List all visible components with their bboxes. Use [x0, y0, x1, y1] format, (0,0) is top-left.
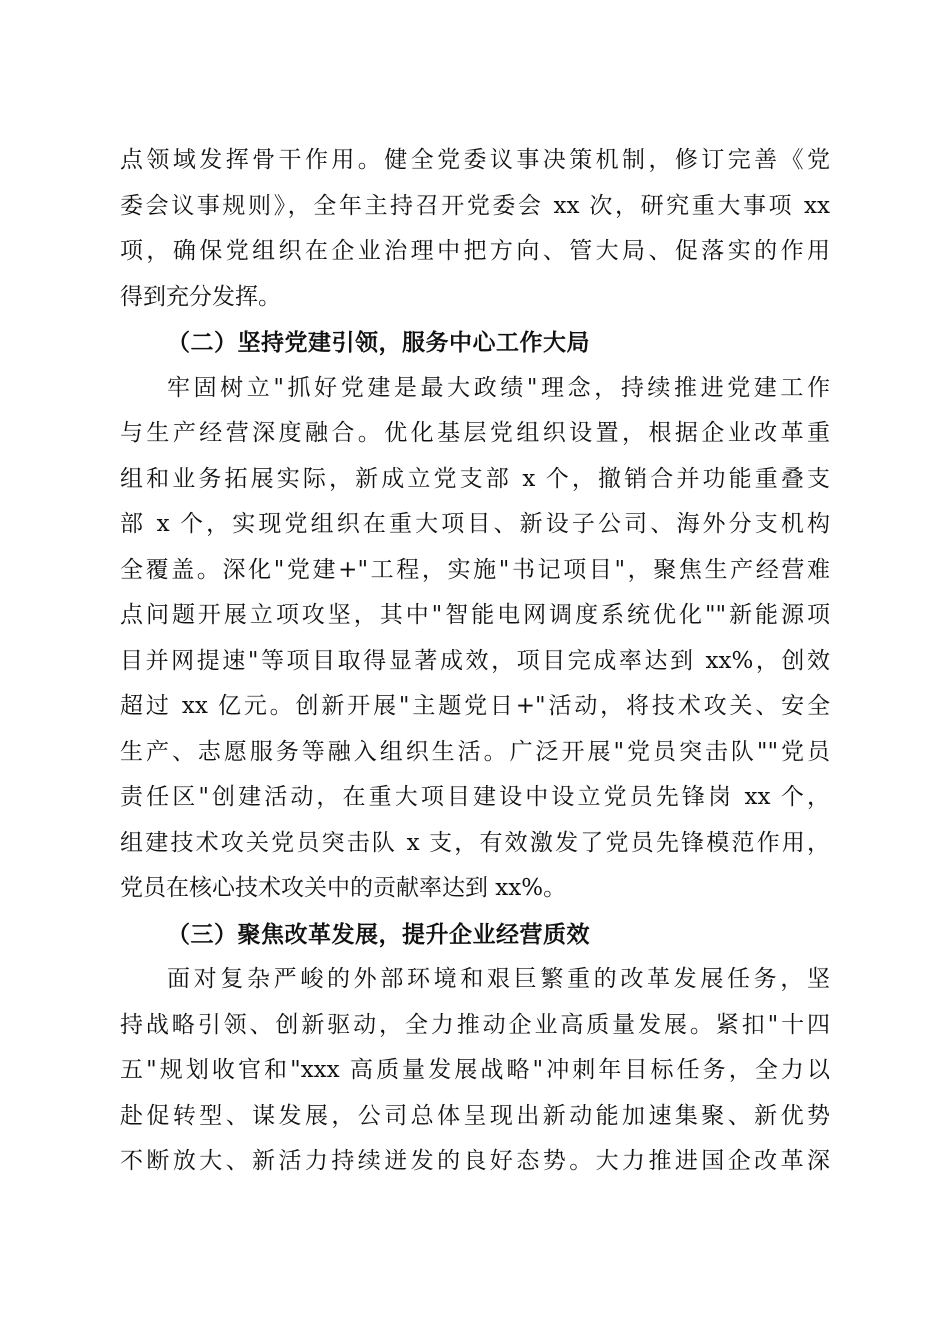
text-line: 点领域发挥骨干作用。健全党委议事决策机制，修订完善《党	[120, 147, 830, 173]
text-line: 牢固树立"抓好党建是最大政绩"理念，持续推进党建工作	[167, 374, 830, 401]
paragraph-2	[120, 366, 830, 912]
text-line: 持战略引领、创新驱动，全力推动企业高质量发展。紧扣"十四	[120, 1011, 830, 1038]
text-line: 组和业务拓展实际，新成立党支部 x 个，撤销合并功能重叠支	[120, 465, 830, 492]
text-line: 点问题开展立项攻坚，其中"智能电网调度系统优化""新能源项	[120, 602, 830, 628]
section-heading-3	[120, 912, 830, 958]
text-line: 党员在核心技术攻关中的贡献率达到 xx%。	[120, 875, 567, 901]
section-heading-2	[120, 320, 830, 366]
text-line: 面对复杂严峻的外部环境和艰巨繁重的改革发展任务，坚	[167, 966, 830, 992]
paragraph-1	[120, 138, 830, 320]
text-line: 不断放大、新活力持续迸发的良好态势。大力推进国企改革深	[120, 1148, 830, 1174]
text-line: 得到充分发挥。	[120, 283, 281, 310]
text-line: 超过 xx 亿元。创新开展"主题党日+"活动，将技术攻关、安全	[120, 693, 830, 719]
text-line: 部 x 个，实现党组织在重大项目、新设子公司、海外分支机构	[120, 511, 830, 537]
heading-text: （三）聚焦改革发展，提升企业经营质效	[167, 920, 590, 948]
text-line: 全覆盖。深化"党建+"工程，实施"书记项目"，聚焦生产经营难	[120, 556, 830, 583]
text-line: 五"规划收官和"xxx 高质量发展战略"冲刺年目标任务，全力以	[120, 1057, 830, 1083]
text-line: 组建技术攻关党员突击队 x 支，有效激发了党员先锋模范作用，	[120, 829, 830, 856]
paragraph-3	[120, 957, 830, 1185]
document-body	[120, 138, 830, 1185]
heading-text: （二）坚持党建引领，服务中心工作大局	[167, 329, 590, 356]
text-line: 生产、志愿服务等融入组织生活。广泛开展"党员突击队""党员	[120, 738, 830, 765]
text-line: 责任区"创建活动，在重大项目建设中设立党员先锋岗 xx 个，	[120, 784, 830, 810]
text-line: 与生产经营深度融合。优化基层党组织设置，根据企业改革重	[120, 420, 830, 446]
text-line: 委会议事规则》，全年主持召开党委会 xx 次，研究重大事项 xx	[120, 192, 830, 219]
text-line: 目并网提速"等项目取得显著成效，项目完成率达到 xx%，创效	[120, 647, 830, 674]
text-line: 赴促转型、谋发展，公司总体呈现出新动能加速集聚、新优势	[120, 1102, 830, 1129]
text-line: 项，确保党组织在企业治理中把方向、管大局、促落实的作用	[120, 238, 830, 264]
